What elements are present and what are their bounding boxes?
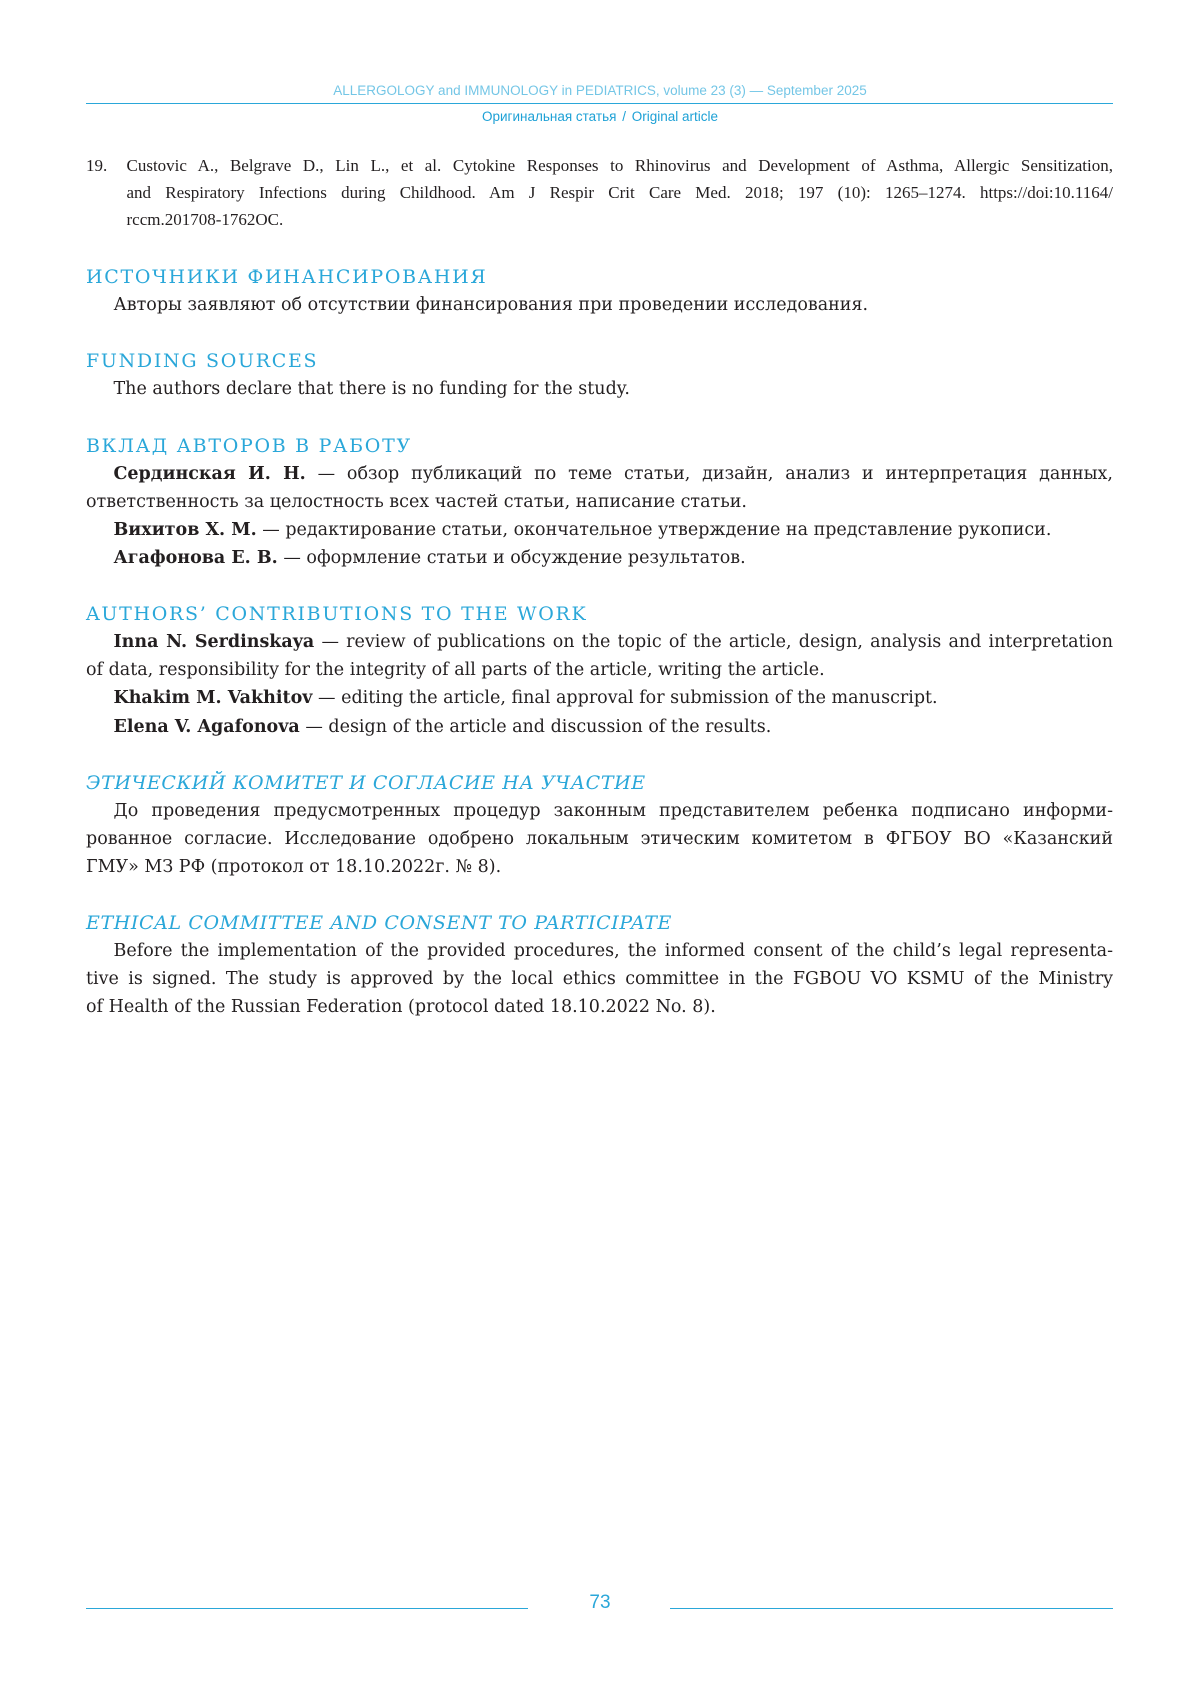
author-contribution-line	[86, 544, 1113, 572]
reference-number: 19.	[86, 156, 108, 175]
author-name: Сердинская И. Н.	[113, 463, 306, 484]
author-name: Вихитов Х. М.	[113, 519, 257, 540]
section-heading: FUNDING SOURCES	[86, 350, 319, 373]
contribution-text: — обзор публикаций по теме статьи, дизайн, анализ и интерпретация данных,	[317, 463, 1113, 484]
paragraph-line: рованное согласие. Исследование одобрено локальным этическим комитетом в ФГБОУ ВО «Казанский	[86, 828, 1113, 849]
author-name: Inna N. Serdinskaya	[113, 632, 315, 653]
author-contribution-line	[86, 460, 1113, 488]
paragraph-line: ГМУ» МЗ РФ (протокол от 18.10.2022г. № 8).	[86, 856, 502, 877]
author-contribution-line	[86, 684, 1113, 712]
page-number: 73	[589, 1592, 611, 1613]
section-heading: ВКЛАД АВТОРОВ В РАБОТУ	[86, 434, 412, 457]
author-name: Агафонова Е. В.	[113, 547, 278, 568]
contribution-text: — оформление статьи и обсуждение результатов.	[283, 547, 746, 568]
paragraph-line: tive is signed. The study is approved by the local ethics committee in the FGBOU VO KSMU of the Ministry	[86, 969, 1113, 990]
author-contribution-line	[86, 713, 1113, 741]
header-rule	[86, 103, 1113, 104]
paragraph-line: The authors declare that there is no funding for the study.	[113, 379, 630, 400]
author-name: Elena V. Agafonova	[113, 716, 300, 737]
section-heading: AUTHORS’ CONTRIBUTIONS TO THE WORK	[86, 603, 588, 626]
contributions-en-section	[86, 600, 1113, 740]
contribution-text: — review of publications on the topic of the article, design, analysis and interpretation	[321, 632, 1113, 653]
contributions-ru-section	[86, 432, 1113, 572]
reference-text	[127, 152, 1114, 233]
section-heading: ETHICAL COMMITTEE AND CONSENT TO PARTICIPATE	[86, 912, 673, 935]
author-contribution-line	[86, 516, 1113, 544]
ethics-ru-section	[86, 769, 1113, 881]
author-name: Khakim M. Vakhitov	[113, 688, 313, 709]
author-contribution-line	[86, 628, 1113, 656]
reference-line: and Respiratory Infections during Childhood. Am J Respir Crit Care Med. 2018; 197 (10): 1265–1274. https://doi:10.1164/	[126, 183, 1113, 202]
author-contribution-line: of data, responsibility for the integrity of all parts of the article, writing the article.	[86, 660, 825, 681]
article-type-separator: /	[622, 109, 626, 124]
funding-sources-en-section	[86, 347, 1113, 403]
funding-sources-ru-section	[86, 263, 1113, 319]
contribution-text: — editing the article, final approval for submission of the manuscript.	[318, 688, 938, 709]
article-back-matter	[86, 263, 1113, 1022]
article-type-ru: Оригинальная статья	[481, 109, 617, 124]
contribution-text: — design of the article and discussion of the results.	[305, 716, 772, 737]
section-heading: ИСТОЧНИКИ ФИНАНСИРОВАНИЯ	[86, 266, 488, 288]
paragraph-line: Before the implementation of the provided procedures, the informed consent of the child’s legal representa-	[113, 941, 1113, 962]
article-type	[0, 109, 1200, 125]
running-header: ALLERGOLOGY and IMMUNOLOGY in PEDIATRICS, volume 23 (3) — September 2025	[333, 83, 867, 98]
reference-line: rccm.201708-1762OC.	[126, 210, 284, 229]
section-heading: ЭТИЧЕСКИЙ КОМИТЕТ И СОГЛАСИЕ НА УЧАСТИЕ	[86, 771, 646, 794]
article-type-en: Original article	[631, 109, 718, 124]
paragraph-line: До проведения предусмотренных процедур законным представителем ребенка подписано информи-	[113, 800, 1113, 821]
contribution-text: — редактирование статьи, окончательное утверждение на представление рукописи.	[262, 519, 1052, 540]
footer-rule-right	[670, 1608, 1113, 1609]
paragraph-line: of Health of the Russian Federation (protocol dated 18.10.2022 No. 8).	[86, 997, 716, 1018]
ethics-en-section	[86, 909, 1113, 1021]
reference-line: Custovic A., Belgrave D., Lin L., et al. Cytokine Responses to Rhinovirus and Development of Asthma, Allergic Sensitization,	[126, 156, 1113, 175]
paragraph-line: Авторы заявляют об отсутствии финансирования при проведении исследования.	[113, 295, 869, 316]
author-contribution-line: ответственность за целостность всех частей статьи, написание статьи.	[86, 491, 747, 512]
